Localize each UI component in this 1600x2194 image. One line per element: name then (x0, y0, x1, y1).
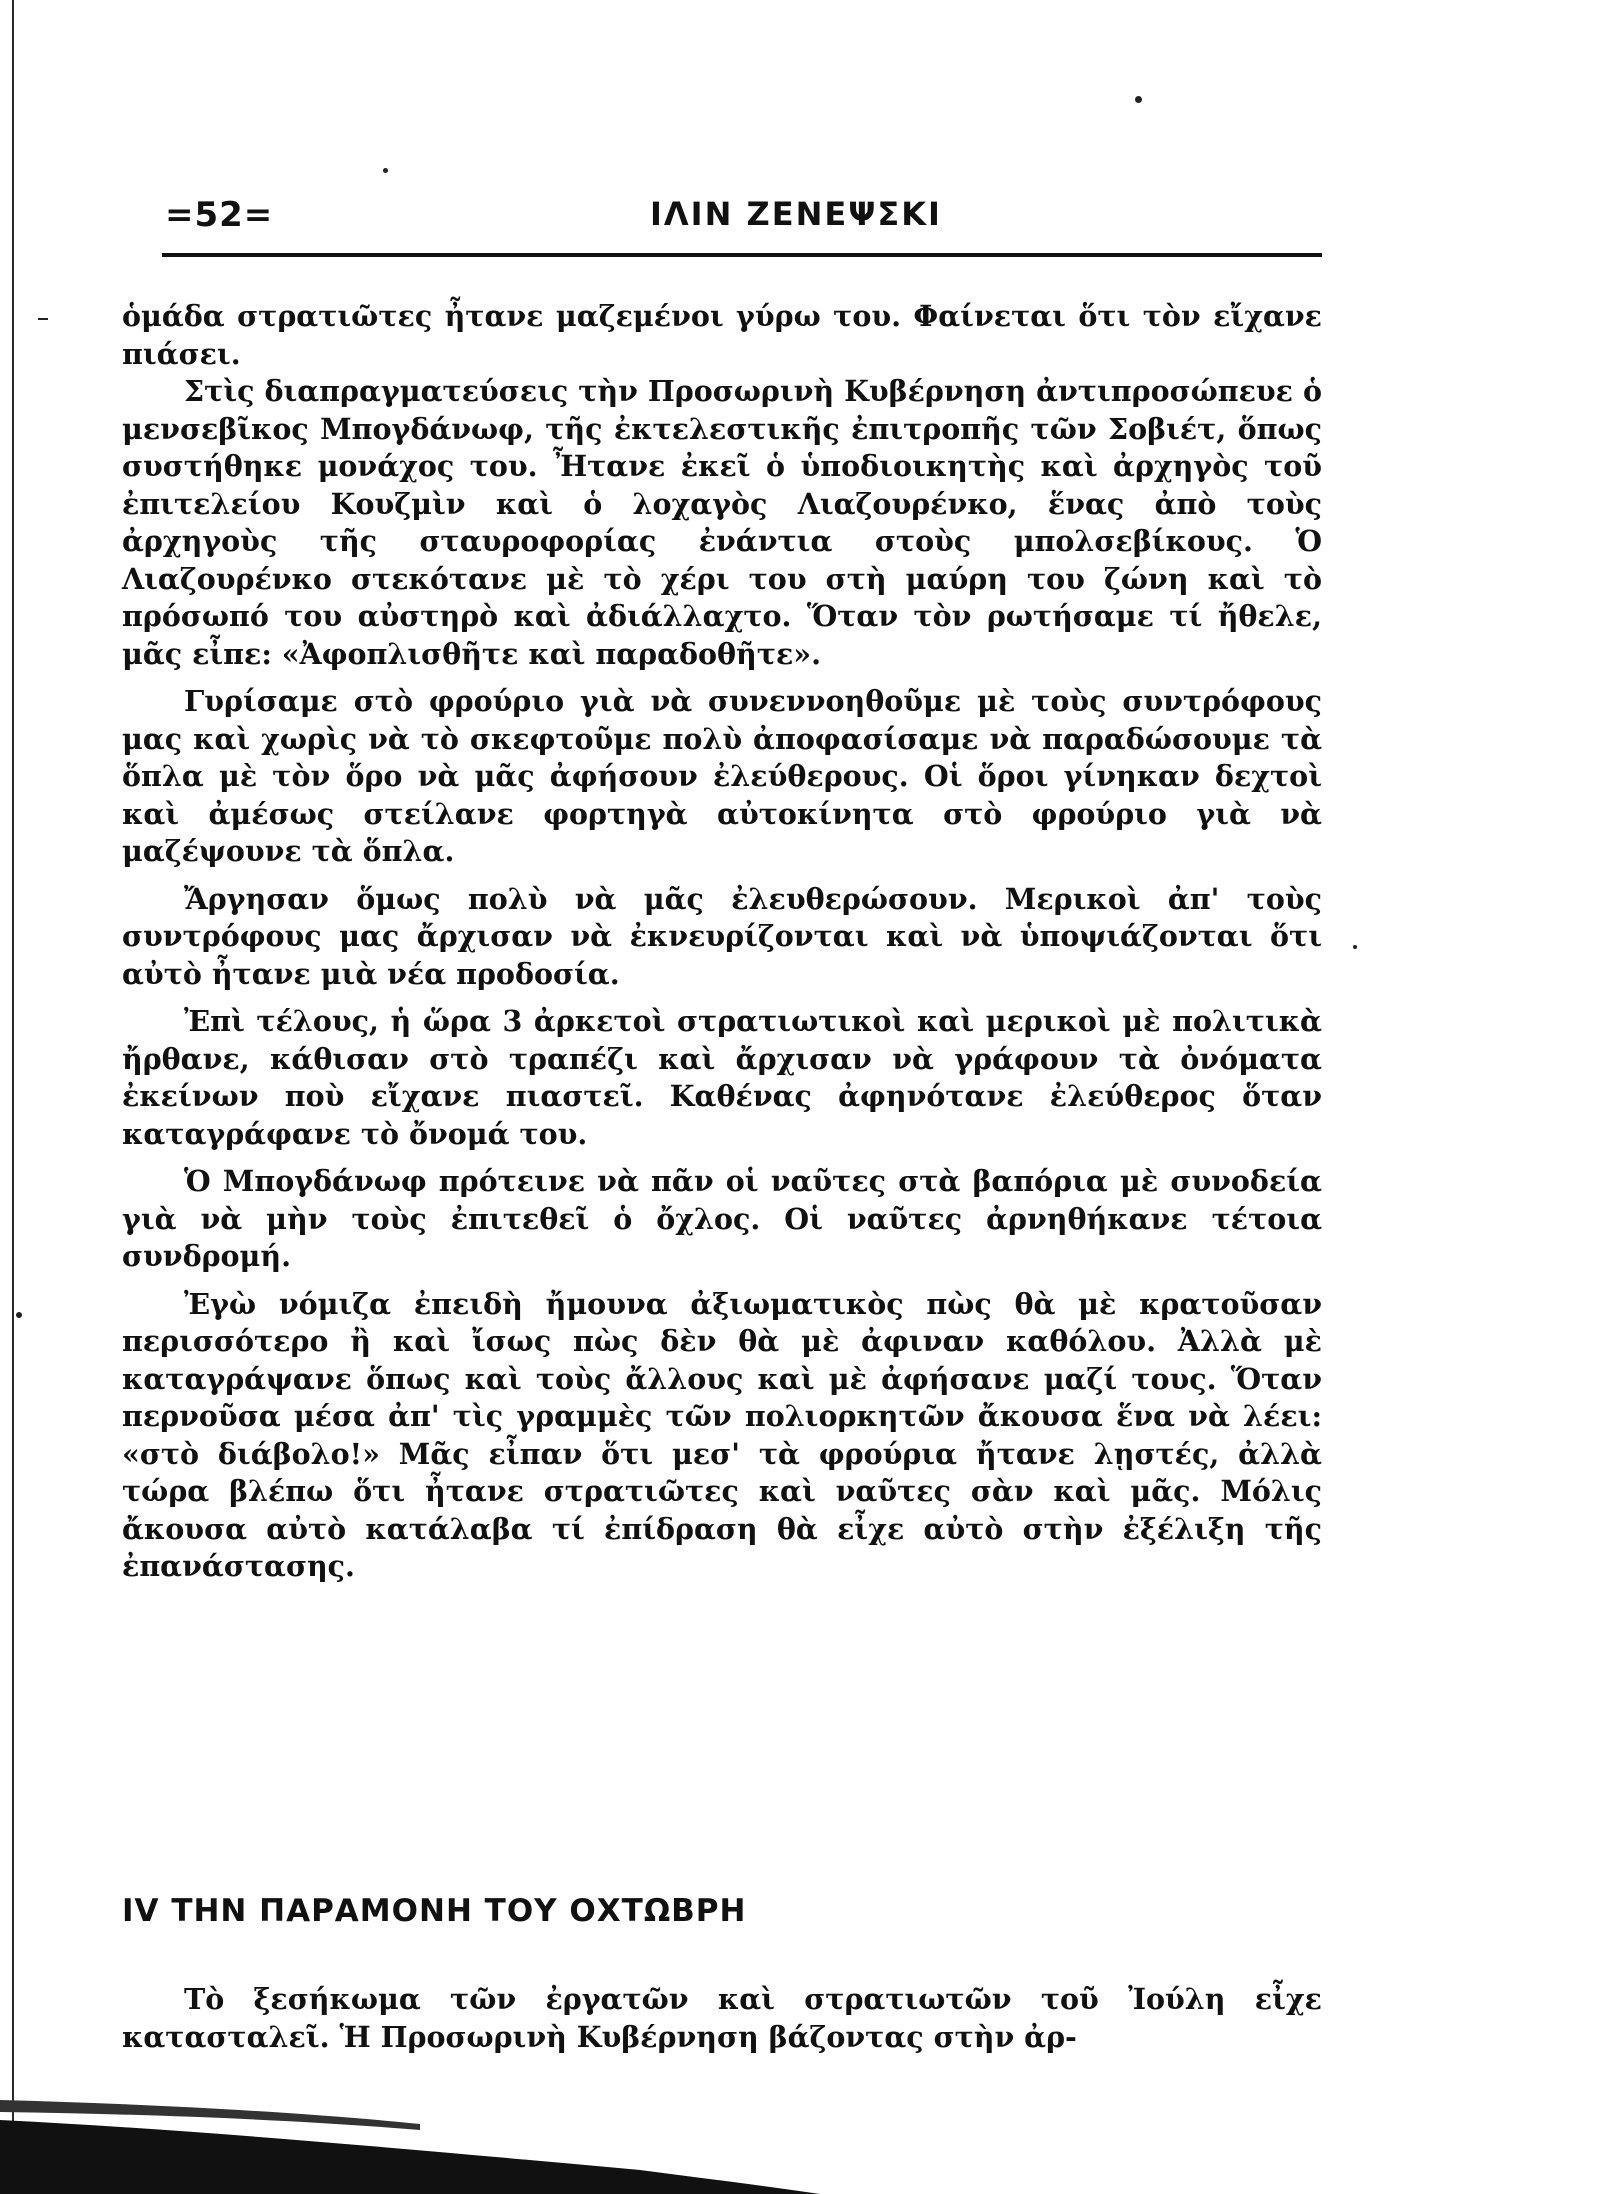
main-text (122, 298, 1322, 1586)
paragraph: Ὁ Μπογδάνωφ πρότεινε νὰ πᾶν οἱ ναῦτες στὰ βαπόρια μὲ συνοδεία γιὰ νὰ μὴν τοὺς ἐπιτεθεῖ ὁ ὄχλος. Οἱ ναῦτες ἀρνηθήκανε τέτοια συνδρομή. (122, 1164, 1322, 1273)
page-number: =52= (165, 195, 274, 235)
paragraph: ὁμάδα στρατιῶτες ἦτανε μαζεμένοι γύρω του. Φαίνεται ὅτι τὸν εἴχανε πιάσει. (122, 299, 1322, 371)
header-rule (162, 253, 1322, 257)
paragraph: Στὶς διαπραγματεύσεις τὴν Προσωρινὴ Κυβέρνηση ἀντιπροσώπευε ὁ μενσεβῖκος Μπογδάνωφ, τῆς ἐκτελεστικῆς ἐπιτροπῆς τῶν Σοβιέτ, ὅπως συστήθηκε μονάχος του. Ἦτανε ἐκεῖ ὁ ὑποδιοικητὴς καὶ ἀρχηγὸς τοῦ ἐπιτελείου Κουζμὶν καὶ ὁ λοχαγὸς Λιαζουρένκο, ἕνας ἀπὸ τοὺς ἀρχηγοὺς τῆς σταυροφορίας ἐνάντια στοὺς μπολσεβίκους. Ὁ Λιαζουρένκο στεκότανε μὲ τὸ χέρι του στὴ μαύρη του ζώνη καὶ τὸ πρόσωπό του αὐστηρὸ καὶ ἀδιάλλαχτο. Ὅταν τὸν ρωτήσαμε τί ἤθελε, μᾶς εἶπε: «Ἀφοπλισθῆτε καὶ παραδοθῆτε». (122, 374, 1322, 671)
paragraph: Ἐγὼ νόμιζα ἐπειδὴ ἤμουνα ἀξιωματικὸς πὼς θὰ μὲ κρατοῦσαν περισσότερο ἢ καὶ ἴσως πὼς δὲν θὰ μὲ ἀφιναν καθόλου. Ἀλλὰ μὲ καταγράψανε ὅπως καὶ τοὺς ἄλλους καὶ μὲ ἀφήσανε μαζί τους. Ὅταν περνοῦσα μέσα ἀπ' τὶς γραμμὲς τῶν πολιορκητῶν ἄκουσα ἕνα νὰ λέει: «στὸ διάβολο!» Μᾶς εἶπαν ὅτι μεσ' τὰ φρούρια ἤτανε λῃστές, ἀλλὰ τώρα βλέπω ὅτι ἦτανε στρατιῶτες καὶ ναῦτες σὰν καὶ μᾶς. Μόλις ἄκουσα αὐτὸ κατάλαβα τί ἐπίδραση θὰ εἶχε αὐτὸ στὴν ἐξέλιξη τῆς ἐπανάστασης. (122, 1286, 1322, 1583)
scan-speck (1353, 945, 1357, 949)
scan-speck (1135, 96, 1142, 103)
section-heading: ΙV ΤΗΝ ΠΑΡΑΜΟΝΗ ΤΟΥ ΟΧΤΩΒΡΗ (122, 1893, 747, 1929)
section-text (122, 1980, 1322, 2056)
running-title: ΙΛΙΝ ΖΕΝΕΨΣΚΙ (650, 195, 942, 233)
paragraph: Γυρίσαμε στὸ φρούριο γιὰ νὰ συνεννοηθοῦμε μὲ τοὺς συντρόφους μας καὶ χωρὶς νὰ τὸ σκεφτοῦμε πολὺ ἀποφασίσαμε νὰ παραδώσουμε τὰ ὅπλα μὲ τὸν ὅρο νὰ μᾶς ἀφήσουν ἐλεύθερους. Οἱ ὅροι γίνηκαν δεχτοὶ καὶ ἀμέσως στείλανε φορτηγὰ αὐτοκίνητα στὸ φρούριο γιὰ νὰ μαζέψουνε τὰ ὅπλα. (122, 684, 1322, 868)
paragraph: Ἐπὶ τέλους, ἡ ὥρα 3 ἀρκετοὶ στρατιωτικοὶ καὶ μερικοὶ μὲ πολιτικὰ ἤρθανε, κάθισαν στὸ τραπέζι καὶ ἄρχισαν νὰ γράφουν τὰ ὀνόματα ἐκείνων ποὺ εἴχανε πιαστεῖ. Καθένας ἀφηνότανε ἐλεύθερος ὅταν καταγράφανε τὸ ὄνομά του. (122, 1004, 1322, 1151)
paragraph: Ἄργησαν ὅμως πολὺ νὰ μᾶς ἐλευθερώσουν. Μερικοὶ ἀπ' τοὺς συντρόφους μας ἄρχισαν νὰ ἐκνευρίζονται καὶ νὰ ὑποψιάζονται ὅτι αὐτὸ ἦτανε μιὰ νέα προδοσία. (122, 881, 1322, 991)
scan-speck (16, 1312, 22, 1318)
scan-speck (383, 168, 388, 173)
scan-left-edge-line (12, 0, 14, 2194)
scan-bottom-smudge (0, 2090, 900, 2194)
scan-speck (38, 318, 48, 320)
paragraph: Τὸ ξεσήκωμα τῶν ἐργατῶν καὶ στρατιωτῶν τοῦ Ἰούλη εἶχε κατασταλεῖ. Ἡ Προσωρινὴ Κυβέρνηση βάζοντας στὴν ἀρ- (122, 1982, 1322, 2054)
page-header (165, 195, 1320, 245)
